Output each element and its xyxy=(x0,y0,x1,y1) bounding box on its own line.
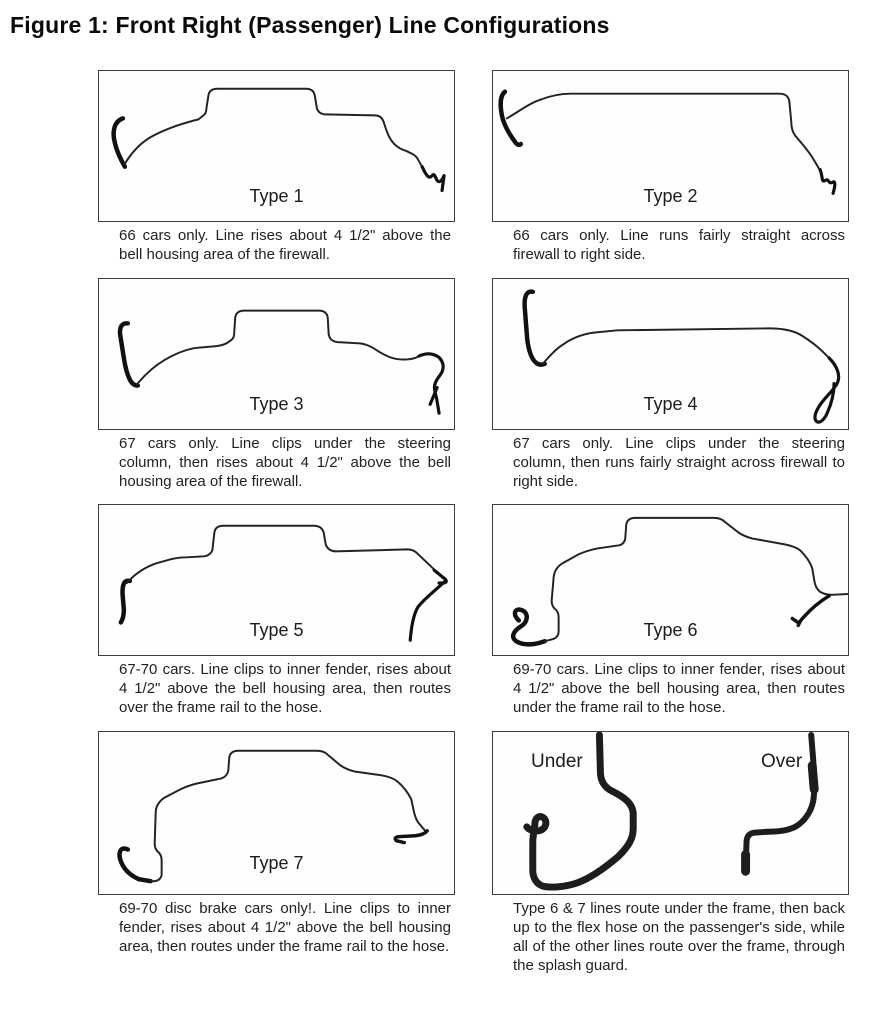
caption-type-5: 67-70 cars. Line clips to inner fender, rises about 4 1/2" above the bell housing area, then routes over the frame rail to the hose. xyxy=(119,661,451,717)
type-1-label: Type 1 xyxy=(249,186,304,206)
panel-type-4 xyxy=(492,278,849,492)
diagram-box-type-3 xyxy=(98,278,455,430)
diagram-box-type-1 xyxy=(98,70,455,222)
diagram-box-type-5 xyxy=(98,504,455,656)
panel-type-6 xyxy=(492,504,849,718)
caption-type-7: 69-70 disc brake cars only!. Line clips to inner fender, rises about 4 1/2" above the bell housing area, then routes under the frame rail to the hose. xyxy=(119,900,451,955)
type-4-label: Type 4 xyxy=(643,393,698,414)
caption-type-2: 66 cars only. Line runs fairly straight across firewall to right side. xyxy=(513,227,845,263)
panel-type-3 xyxy=(98,278,455,492)
caption-type-4: 67 cars only. Line clips under the steering column, then runs fairly straight across firewall to right side. xyxy=(513,434,845,490)
panel-type-2 xyxy=(492,70,849,265)
diagram-box-type-7 xyxy=(98,731,455,895)
figure-title: Figure 1: Front Right (Passenger) Line Configurations xyxy=(10,12,610,38)
panel-under-over xyxy=(492,731,849,976)
panel-grid xyxy=(98,70,873,976)
caption-type-1: 66 cars only. Line rises about 4 1/2" above the bell housing area of the firewall. xyxy=(119,227,451,263)
panel-type-5 xyxy=(98,504,455,718)
diagram-box-type-6 xyxy=(492,504,849,656)
panel-type-7 xyxy=(98,731,455,976)
caption-type-3: 67 cars only. Line clips under the steering column, then rises about 4 1/2" above the bell housing area of the firewall. xyxy=(119,434,451,490)
panel-type-1 xyxy=(98,70,455,265)
under-label: Under xyxy=(531,751,583,773)
diagram-box-type-4 xyxy=(492,278,849,430)
type-5-label: Type 5 xyxy=(249,620,304,641)
diagram-box-under-over xyxy=(492,731,849,895)
type-3-label: Type 3 xyxy=(249,393,304,414)
type-6-label: Type 6 xyxy=(643,620,698,641)
type-2-label: Type 2 xyxy=(643,186,698,206)
caption-under-over: Type 6 & 7 lines route under the frame, then back up to the flex hose on the passenger's side, while all of the other lines route over the frame, through the splash guard. xyxy=(513,900,845,974)
type-7-label: Type 7 xyxy=(249,853,304,874)
over-label: Over xyxy=(761,751,803,773)
diagram-box-type-2 xyxy=(492,70,849,222)
caption-type-6: 69-70 cars. Line clips to inner fender, rises about 4 1/2" above the bell housing area, then routes under the frame rail to the hose. xyxy=(513,661,845,717)
